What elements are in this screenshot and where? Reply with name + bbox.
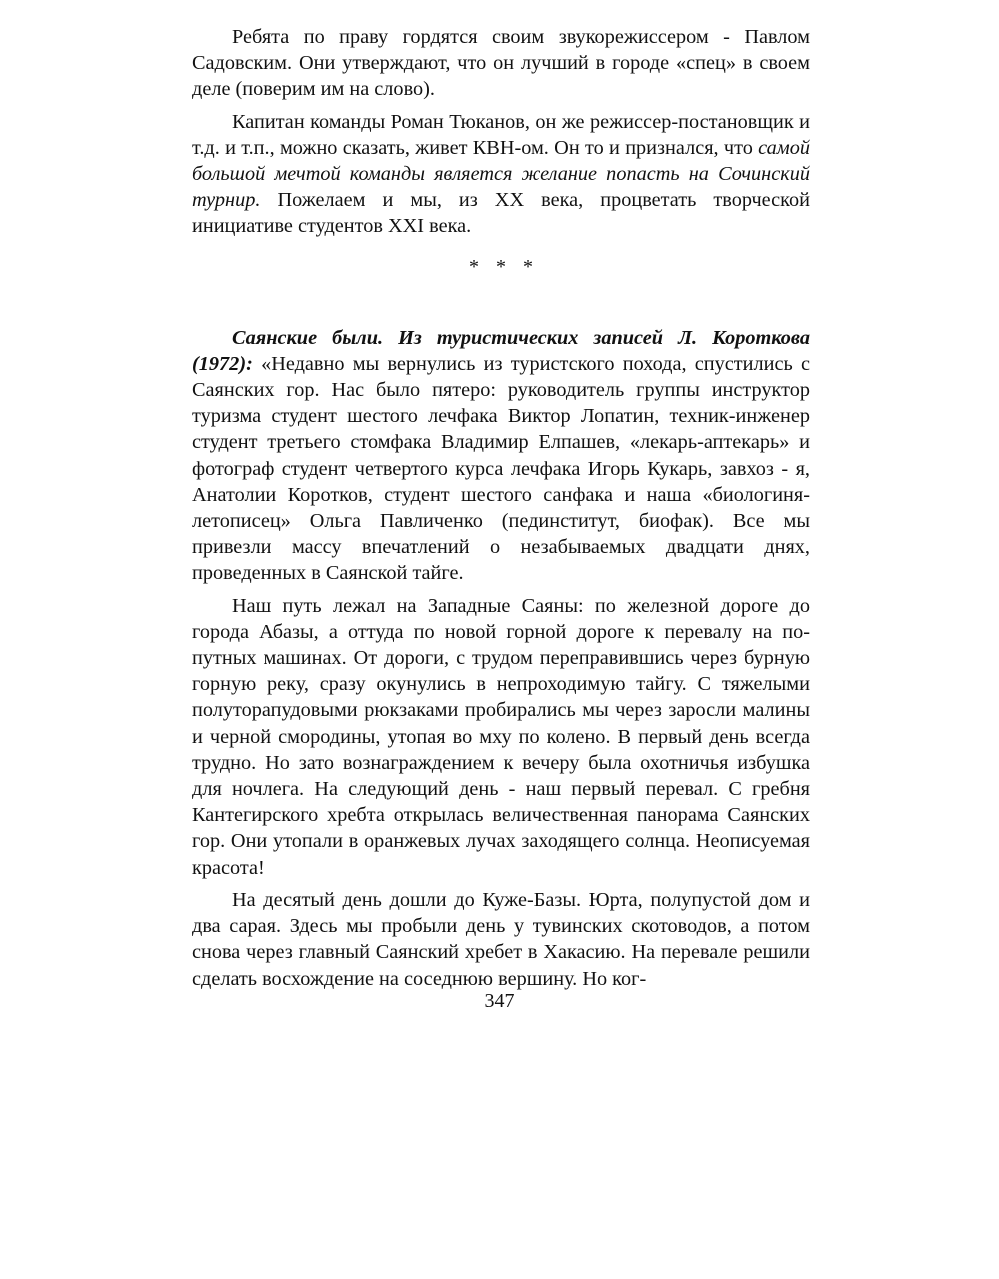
paragraph-sayan-intro (192, 325, 810, 587)
section-title: Саянские были (232, 326, 378, 349)
page-body (192, 24, 810, 992)
captain-dream-italic: самой большой мечтой команды является желание попасть на Сочинский турнир. (192, 136, 810, 212)
paragraph-sound-director: Ребята по праву гордятся своим звукорежиссером - Павлом Садовским. Они утверждают, что он лучший в городе «спец» в своем деле (поверим им на слово). (192, 26, 810, 101)
title-separator: . (378, 326, 399, 349)
section-subtitle: Из туристических записей Л. Короткова (1972): (192, 326, 810, 375)
paragraph-team-captain (192, 109, 810, 240)
sayan-intro-text: «Недавно мы вернулись из туристского похода, спустились с Саянских гор. Нас было пятеро: руководитель группы инструктор туризма студент шестого лечфака Виктор Лопатин, техник-инженер студент третьего стомфака Владимир Елпашев, «лекарь-аптекарь» и фотограф студент четвертого курса лечфака Игорь Кукарь, завхоз - я, Анатолии Коротков, студент шестого санфака и наша «биологиня-летописец» Ольга Павличенко (пединститут, биофак). Все мы привезли массу впечатлений о незабываемых двадцати днях, проведенных в Саянской тайге. (192, 352, 810, 585)
captain-text-start: Капитан команды Роман Тюканов, он же режиссер-постановщик и т.д. и т.п., можно сказать, живет КВН-ом. Он то и признался, что (192, 110, 810, 159)
paragraph-route: Наш путь лежал на Западные Саяны: по железной дороге до города Абазы, а оттуда по новой горной дороге к перевалу на попутных машинах. От дороги, с трудом переправившись через бурную горную реку, сразу окунулись в непроходимую тайгу. С тяжелыми полуторапудовыми рюкзаками пробирались мы через заросли малины и черной смородины, утопая во мху по колено. В первый день всегда трудно. Но зато вознаграждением к вечеру была охотничья избушка для ночлега. На следующий день - наш первый перевал. С гребня Кантегирского хребта открылась величественная панорама Саянских гор. Они утопали в оранжевых лучах заходящего солнца. Неописуемая красота! (192, 594, 810, 879)
page-number: 347 (484, 990, 515, 1012)
section-separator: * * * (469, 255, 539, 278)
captain-text-end: Пожелаем и мы, из XX века, процветать творческой инициативе студентов XXI века. (192, 189, 810, 238)
paragraph-kuzhe-baza: На десятый день дошли до Куже-Базы. Юрта, полупустой дом и два сарая. Здесь мы пробыли день у тувинских скотоводов, а потом снова через главный Саянский хребет в Хакасию. На перевале решили сделать восхождение на соседнюю вершину. Но ког- (192, 888, 810, 990)
